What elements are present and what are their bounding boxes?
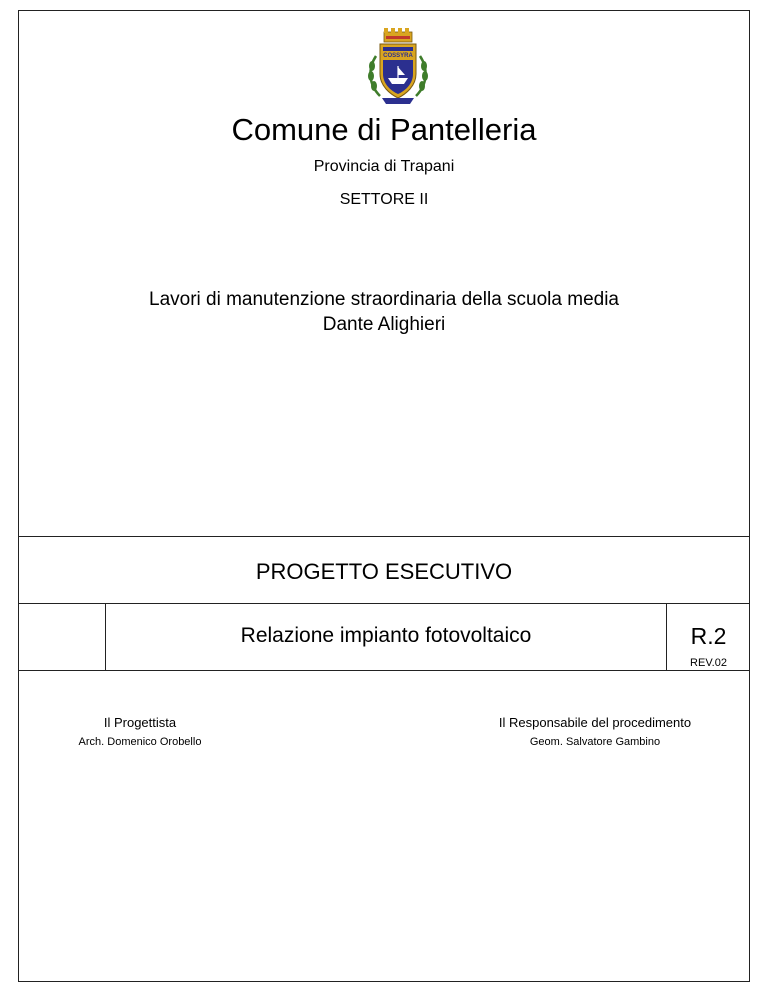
divider-title-top [18, 603, 750, 604]
divider-signatures-top [18, 670, 750, 671]
document-title: Relazione impianto fotovoltaico [240, 624, 532, 647]
document-revision: REV.02 [690, 657, 727, 669]
designer-signature-block [40, 714, 240, 750]
sector-label: SETTORE II [339, 191, 429, 208]
document-code: R.2 [690, 623, 727, 649]
divider-phase-top [18, 536, 750, 537]
project-subject [18, 287, 750, 337]
project-subject-line-2: Dante Alighieri [322, 314, 446, 335]
manager-role: Il Responsabile del procedimento [498, 715, 692, 730]
province-label: Provincia di Trapani [313, 158, 455, 175]
designer-role: Il Progettista [103, 715, 177, 730]
manager-name: Geom. Salvatore Gambino [529, 736, 661, 748]
project-phase: PROGETTO ESECUTIVO [255, 559, 513, 584]
designer-name: Arch. Domenico Orobello [78, 736, 202, 748]
page-frame [18, 10, 750, 982]
municipal-crest-logo [362, 26, 434, 108]
crest-motto: COSSYRA [383, 53, 413, 59]
project-subject-line-1: Lavori di manutenzione straordinaria della scuola media [149, 289, 619, 310]
manager-signature-block [470, 714, 720, 750]
municipality-title: Comune di Pantelleria [231, 112, 537, 147]
